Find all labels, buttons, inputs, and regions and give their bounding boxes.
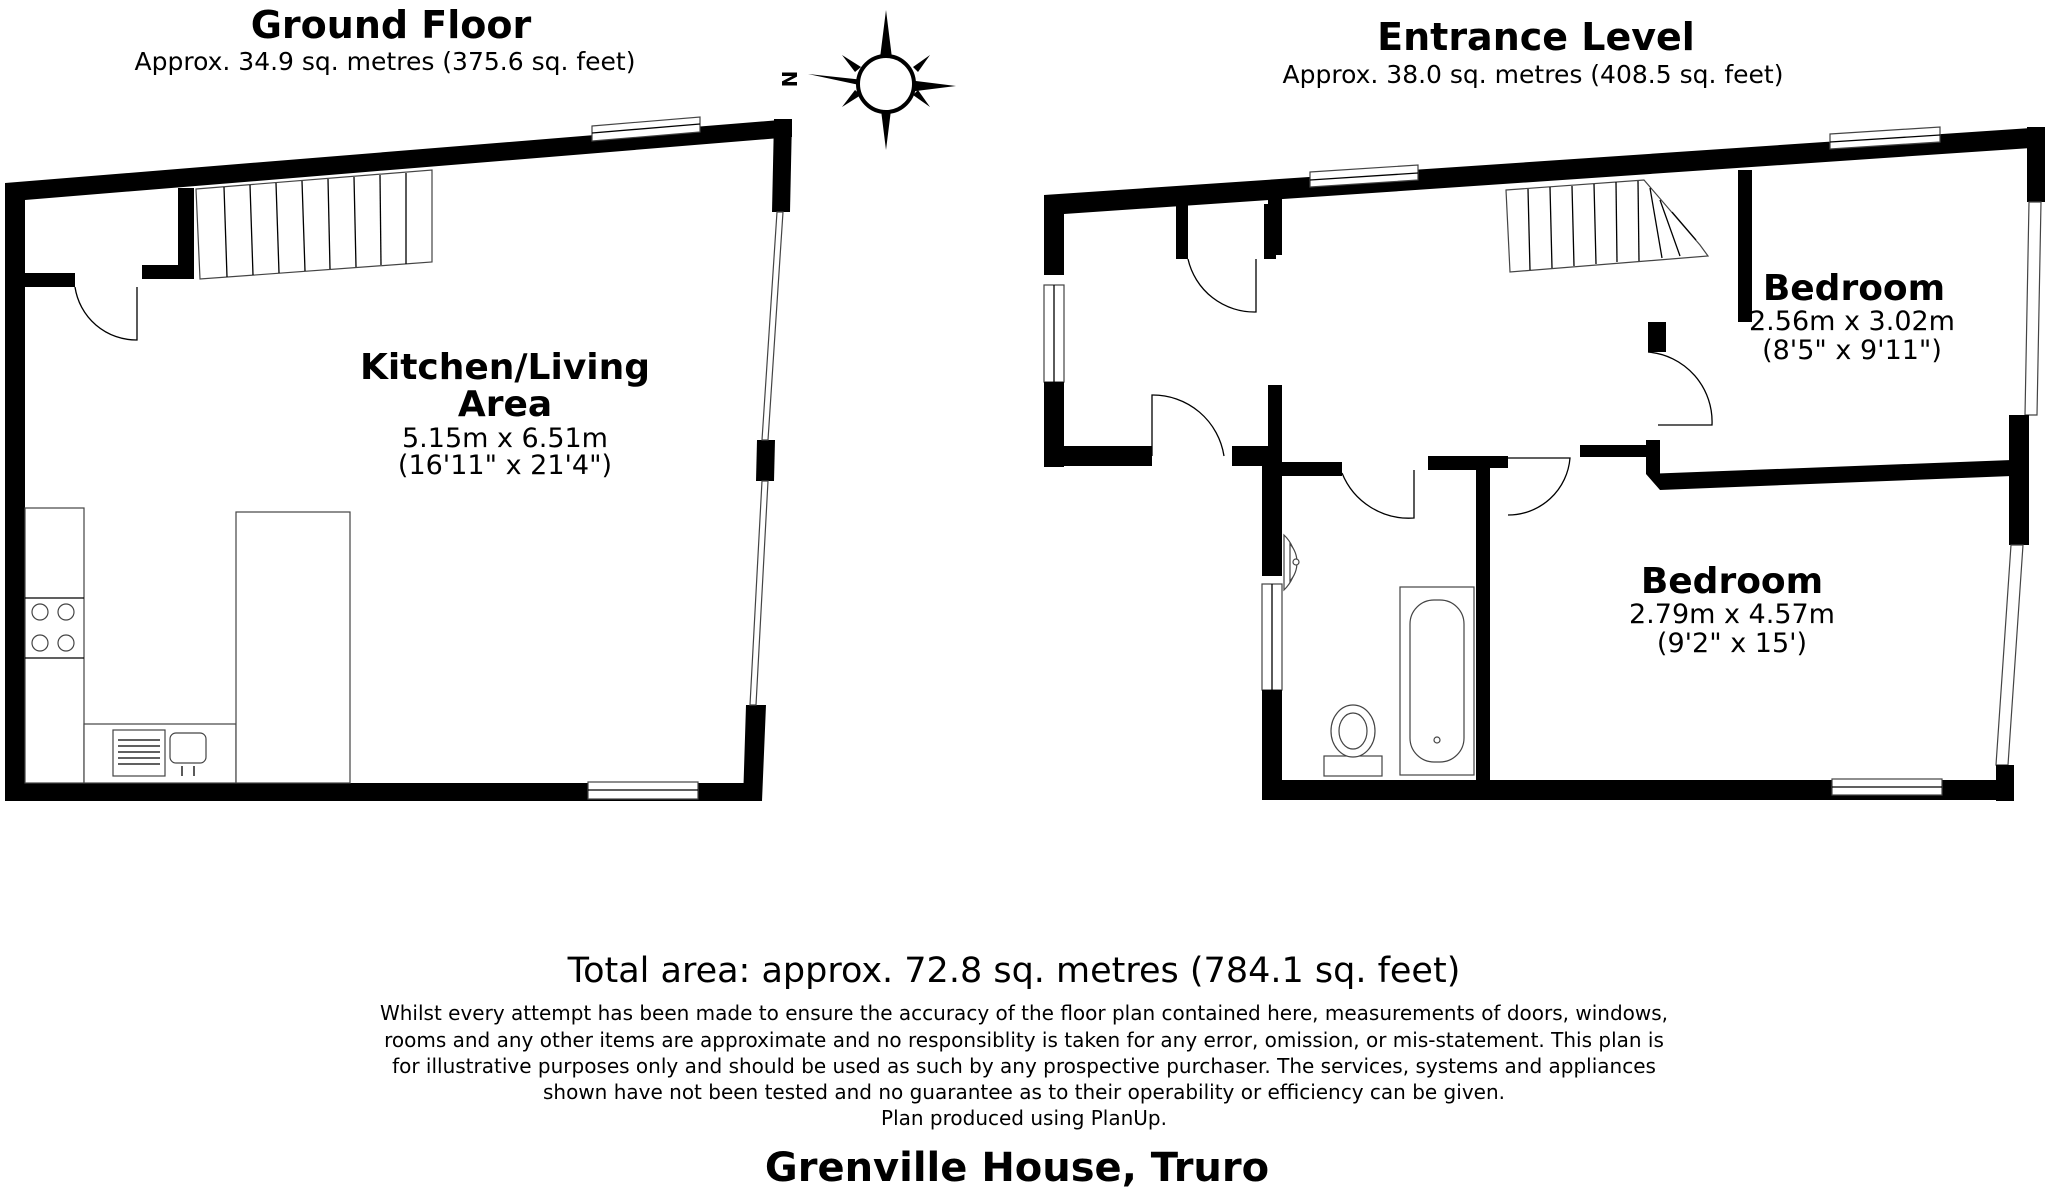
kitchen-living-size-metric: 5.15m x 6.51m (402, 423, 608, 454)
cupboard-wall-horizontal (25, 273, 75, 287)
entrance-window-right-2 (1996, 545, 2023, 765)
footer (380, 951, 1668, 1189)
bedroom-2-size-imperial: (9'2" x 15') (1656, 628, 1808, 659)
disclaimer-line-1: Whilst every attempt has been made to ensure the accuracy of the floor plan contained here, measurements of doors, windows, (379, 1001, 1669, 1025)
bedroom-2-top-wall-right (1580, 445, 1650, 457)
bedroom-1-bottom-wall (1646, 460, 2012, 490)
entrance-stairs (1506, 180, 1708, 272)
disclaimer-line-5: Plan produced using PlanUp. (881, 1106, 1167, 1130)
disclaimer-line-3: for illustrative purposes only and should be used as such by any prospective purchaser. The services, systems and appliances (392, 1054, 1656, 1078)
kitchen-living-name-line2: Area (457, 384, 553, 425)
store-wall-left (1176, 204, 1188, 259)
entrance-right-wall-top (2027, 127, 2045, 202)
disclaimer-line-4: shown have not been tested and no guarantee as to their operability or efficiency can be given. (542, 1080, 1506, 1104)
entrance-door (1152, 395, 1224, 456)
ground-floor-window-right-2 (750, 481, 768, 705)
bedroom-2-size-metric: 2.79m x 4.57m (1629, 599, 1835, 630)
bedroom-2-name: Bedroom (1640, 561, 1824, 602)
bathroom-left-wall-lower (1262, 690, 1282, 800)
entrance-window-right-1 (2025, 202, 2041, 415)
entrance-level-area: Approx. 38.0 sq. metres (408.5 sq. feet) (1282, 60, 1784, 89)
ground-floor-window-right-1 (762, 212, 783, 440)
kitchen-living-size-imperial: (16'11" x 21'4") (397, 450, 613, 481)
toilet-icon (1324, 705, 1382, 776)
kitchen-living-name-line1: Kitchen/Living (359, 347, 651, 388)
cupboard-wall-lower (142, 265, 194, 279)
bedroom-1-left-wall (1738, 170, 1752, 322)
bedroom-1-size-imperial: (8'5" x 9'11") (1762, 335, 1942, 366)
disclaimer-line-2: rooms and any other items are approximate and no responsiblity is taken for any error, omission, or mis-statement. This plan is (384, 1028, 1664, 1052)
compass-icon (778, 10, 956, 150)
ground-floor-left-wall (5, 183, 25, 801)
ground-floor-stairs (196, 170, 432, 279)
store-wall-right (1264, 204, 1276, 259)
bathroom-left-wall (1262, 466, 1282, 576)
bedroom-1-door-stub (1648, 322, 1666, 352)
compass-north-label: N (778, 70, 802, 88)
property-name: Grenville House, Truro (764, 1145, 1270, 1189)
ground-floor-right-wall-upper (772, 119, 792, 212)
total-area: Total area: approx. 72.8 sq. metres (784.1 sq. feet) (567, 951, 1461, 991)
bedroom-1-door (1648, 352, 1712, 425)
ground-floor-title: Ground Floor (250, 3, 532, 47)
bedroom-1-left-wall-lower (1646, 440, 1660, 474)
entrance-left-wall-upper (1044, 195, 1064, 275)
bedroom-1-size-metric: 2.56m x 3.02m (1749, 306, 1955, 337)
bedroom-2-door (1508, 458, 1570, 515)
ground-floor-right-wall-mid (756, 440, 775, 481)
basin-icon (1284, 535, 1299, 590)
kitchen-units (25, 508, 350, 783)
bath-icon (1400, 587, 1474, 775)
store-door (1188, 259, 1256, 312)
entrance-level-title: Entrance Level (1377, 15, 1695, 59)
bedroom-2-top-wall-left (1490, 456, 1508, 468)
entrance-right-wall-mid (2009, 415, 2029, 545)
entrance-level-plan (1044, 15, 2045, 801)
ground-floor-area: Approx. 34.9 sq. metres (375.6 sq. feet) (134, 47, 636, 76)
bedroom-1-name: Bedroom (1762, 268, 1946, 309)
cupboard-door (75, 287, 137, 340)
bathroom-divider-wall (1476, 456, 1490, 780)
hall-inner-wall (1268, 385, 1282, 475)
entrance-wall-bottom-left (1044, 446, 1152, 466)
bathroom-door (1342, 470, 1414, 518)
ground-floor-right-wall-lower (743, 705, 766, 801)
ground-floor-plan (5, 3, 792, 801)
cupboard-wall-vertical (178, 188, 194, 273)
